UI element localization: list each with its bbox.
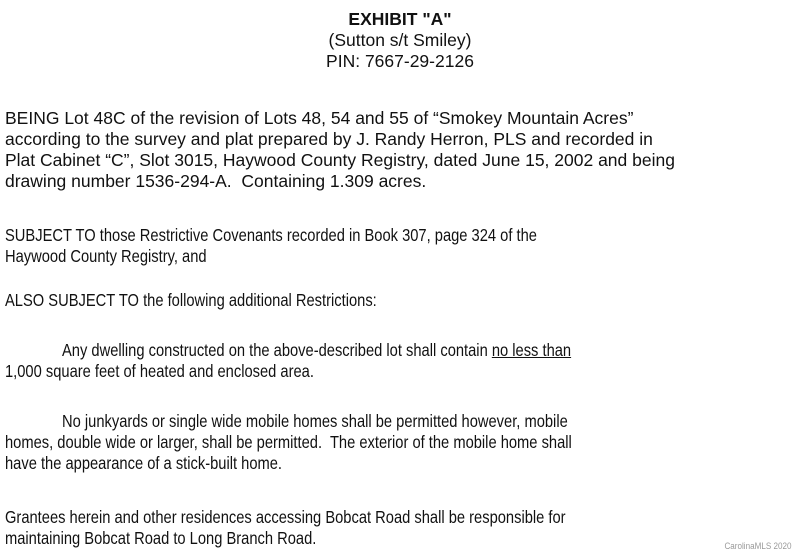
being-line-4: drawing number 1536-294-A. Containing 1.309 acres. (5, 171, 427, 191)
mobile-line-2: homes, double wide or larger, shall be permitted. The exterior of the mobile home shall (5, 432, 572, 452)
being-line-1: BEING Lot 48C of the revision of Lots 48, 54 and 55 of “Smokey Mountain Acres” (5, 108, 634, 128)
parcel-pin: PIN: 7667-29-2126 (326, 51, 474, 71)
dwelling-line-2: 1,000 square feet of heated and enclosed area. (5, 361, 314, 381)
dwelling-line-1-text: Any dwelling constructed on the above-described lot shall contain (62, 340, 492, 360)
mobile-line-1: No junkyards or single wide mobile homes shall be permitted however, mobile (62, 411, 568, 431)
mobile-line-3: have the appearance of a stick-built home. (5, 453, 283, 473)
being-line-3: Plat Cabinet “C”, Slot 3015, Haywood County Registry, dated June 15, 2002 and being (5, 150, 675, 170)
grantees-line-1: Grantees herein and other residences accessing Bobcat Road shall be responsible for (5, 507, 566, 527)
exhibit-subtitle: (Sutton s/t Smiley) (328, 30, 472, 50)
also-subject-to-paragraph: ALSO SUBJECT TO the following additional Restrictions: (5, 290, 377, 310)
dwelling-line-1 (62, 340, 571, 361)
grantees-line-2: maintaining Bobcat Road to Long Branch Road. (5, 528, 317, 548)
underlined-minimum-text: no less than (491, 340, 572, 360)
subject-line-1: SUBJECT TO those Restrictive Covenants recorded in Book 307, page 324 of the (5, 225, 537, 245)
subject-line-2: Haywood County Registry, and (5, 246, 207, 266)
being-line-2: according to the survey and plat prepared by J. Randy Herron, PLS and recorded in (5, 129, 653, 149)
exhibit-title: EXHIBIT "A" (348, 9, 452, 29)
mls-watermark: CarolinaMLS 2020 (724, 541, 792, 551)
